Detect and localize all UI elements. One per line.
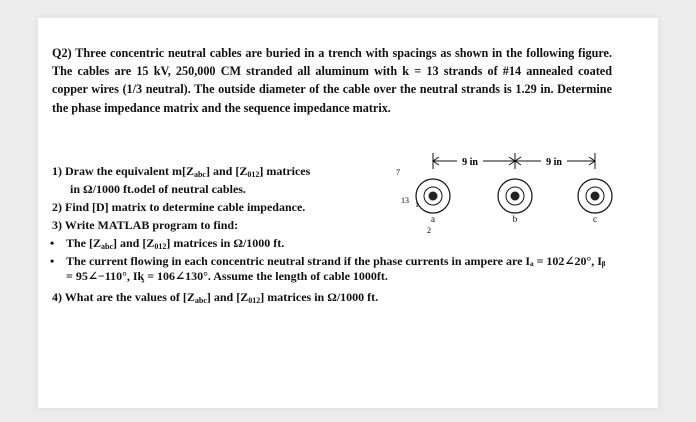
svg-text:1: 1 [415,200,419,209]
cable-b-label: b [512,214,518,224]
cable-b [498,179,532,224]
svg-text:13: 13 [401,196,409,205]
task-2: 2) Find [D] matrix to determine cable impedance. [52,200,306,214]
task-3-bullet-2: • The current flowing in each concentric neutral strand if the phase currents in ampere are Iₐ = 102∠20°, Iᵦ = 95∠−110°, Iᶄ = 106∠130°. Assume the length of cable 1000ft. [50,254,606,283]
cable-c [578,179,612,224]
cable-a-label: a [431,214,435,224]
task-1-line-2: in Ω/1000 ft.odel of neutral cables. [70,182,246,196]
question-text: Q2) Three concentric neutral cables are buried in a trench with spacings as shown in the following figure. The cables are 15 kV, 250,000 CM stranded all aluminum with k = 13 strands of #14 annealed coated copper wires (1/3 neutral). The outside diameter of the cable over the neutral strands is 1.29 in. Determine the phase impedance matrix and the sequence impedance matrix. [52,46,612,115]
task-1-line-1: 1) Draw the equivalent $m[Z_{abc}]$ and $[Z_{012}]$ matrices [52,164,311,179]
spacing-label-2: 9 in [546,157,562,168]
svg-text:2: 2 [427,226,431,235]
svg-text:7: 7 [396,168,400,177]
cable-c-label: c [593,214,597,224]
task-4: 4) What are the values of $[Z_{abc}]$ and $[Z_{012}]$ matrices in Ω/1000 ft. [52,290,379,305]
cable-spacing-figure [385,147,635,237]
spacing-label-1: 9 in [462,157,478,168]
cable-a [416,179,450,224]
task-3: 3) Write MATLAB program to find: [52,218,239,232]
